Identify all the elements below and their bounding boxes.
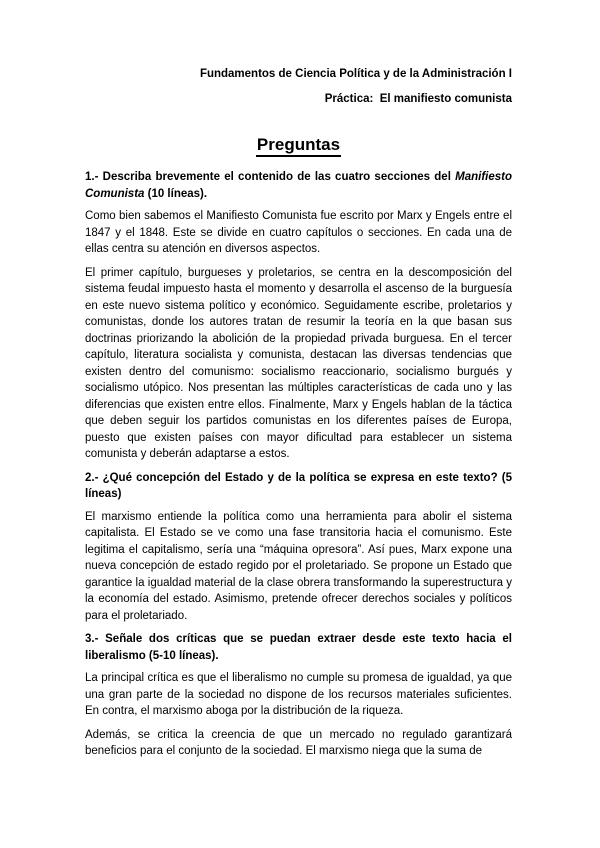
practice-subtitle: Práctica: El manifiesto comunista (324, 92, 512, 105)
question-1-heading (85, 169, 512, 202)
question-1-heading-suffix: (10 líneas). (144, 187, 208, 200)
page-title-text: Preguntas (256, 135, 341, 157)
question-2-heading: 2.- ¿Qué concepción del Estado y de la política se expresa en este texto? (5 líneas) (85, 471, 512, 500)
question-1-heading-prefix: 1.- Describa brevemente el contenido de las cuatro secciones del (85, 171, 456, 183)
question-1-answer-paragraph-1: Como bien sabemos el Manifiesto Comunista fue escrito por Marx y Engels entre el 1847 y el 1848. Este se divide en cuatro capítulos o secciones. En cada una de ellas centra su atención en diversos aspectos. (85, 210, 512, 255)
course-title: Fundamentos de Ciencia Política y de la Administración I (199, 68, 512, 80)
question-3-heading: 3.- Señale dos críticas que se puedan extraer desde este texto hacia el liberalismo (5-10 líneas). (85, 633, 512, 662)
document-header (85, 66, 512, 107)
question-1-answer-paragraph-2: El primer capítulo, burgueses y proletarios, se centra en la descomposición del sistema feudal impuesto hasta el momento y desarrolla el ascenso de la burguesía en este nuevo sistema político y económico. Seguidamente escribe, proletarios y comunistas, donde los autores tratan de resumir la teoría en la que basan sus doctrinas priorizando la abolición de la propiedad privada burguesa. En el tercer capítulo, literatura socialista y comunista, destacan las diversas tendencias que existen dentro del comunismo: socialismo reaccionario, socialismo burgués y socialismo utópico. Nos presentan las múltiples características de cada uno y las diferencias que existen entre ellos. Finalmente, Marx y Engels hablan de la táctica que deben seguir los partidos comunistas en los diferentes países de Europa, puesto que existen países con mayor dificultad para establecer un sistema comunista y deberán adaptarse a estos. (85, 266, 512, 460)
question-3-answer-paragraph-1: La principal crítica es que el liberalismo no cumple su promesa de igualdad, ya que una gran parte de la sociedad no dispone de los recursos materiales suficientes. En contra, el marxismo aboga por la distribución de la riqueza. (85, 672, 512, 717)
question-2-answer-paragraph-1: El marxismo entiende la política como una herramienta para abolir el sistema capitalista. El Estado se ve como una fase transitoria hacia el comunismo. Este legitima el capitalismo, sería una “máquina opresora”. Así pues, Marx expone una nueva concepción de estado regido por el proletariado. Se propone un Estado que garantice la igualdad material de la clase obrera transformando la superestructura y la economía del estado. Asimismo, pretende ofrecer derechos sociales y políticos para el proletariado. (85, 510, 512, 622)
question-1-heading-italic-term: Manifiesto Comunista (85, 171, 512, 200)
question-3-answer-paragraph-2: Además, se critica la creencia de que un mercado no regulado garantizará beneficios para el conjunto de la sociedad. El marxismo niega que la suma de (85, 728, 512, 757)
page-title (85, 135, 512, 155)
